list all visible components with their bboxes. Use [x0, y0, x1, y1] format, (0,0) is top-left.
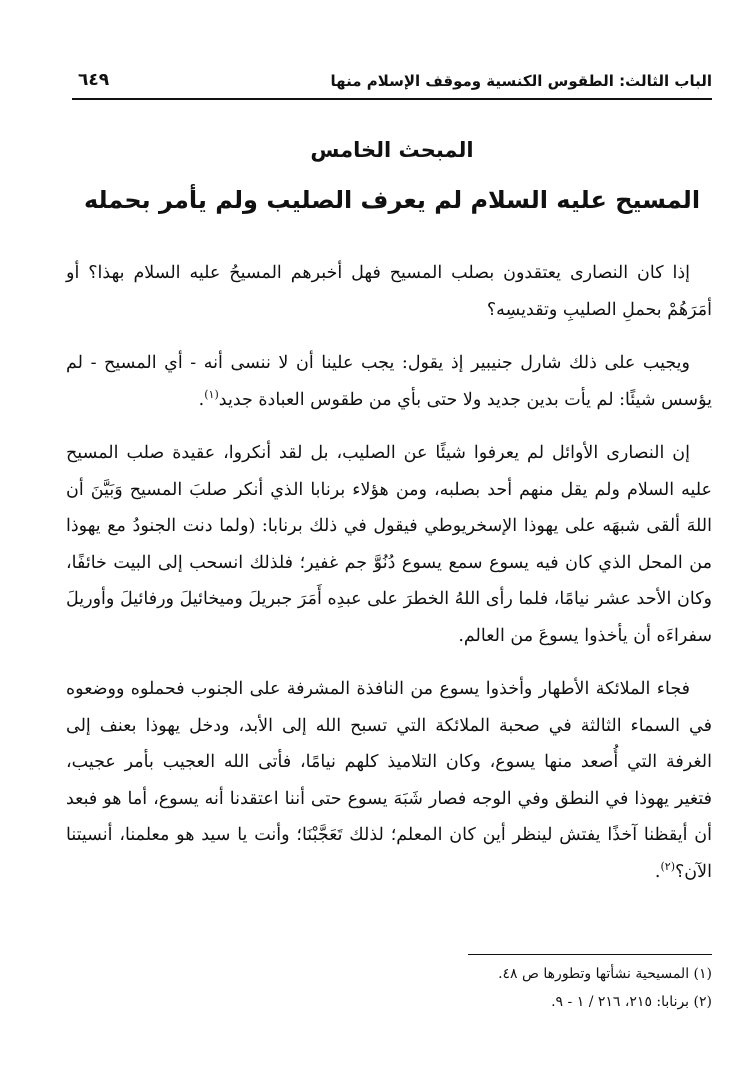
- paragraph-2: ويجيب على ذلك شارل جنيبير إذ يقول: يجب علينا أن لا ننسى أنه - أي المسيح - لم يؤسس شيئًا: لم يأت بدين جديد ولا حتى بأي من طقوس العبادة جديد$^{(١)}$.: [66, 353, 712, 410]
- footnote-ref-2[interactable]: (٢): [660, 859, 676, 873]
- footnote-divider: [468, 954, 712, 955]
- paragraph-4: فجاء الملائكة الأطهار وأخذوا يسوع من النافذة المشرفة على الجنوب فحملوه ووضعوه في السماء الثالثة في صحبة الملائكة التي تسبح الله إلى الأبد، ودخل يهوذا بعنف إلى الغرفة التي أُصعد منها يسوع، وكان التلاميذ كلهم نيامًا، فأتى الله العجيب بأمر عجيب، فتغير يهوذا في النطق وفي الوجه فصار شَبَهَ يسوع حتى أننا اعتقدنا أنه يسوع، أما هو فبعد أن أيقظنا آخذًا يفتش لينظر أين كان المعلم؛ لذلك تَعَجَّبْنَا؛ وأنت يا سيد هو معلمنا، أنسيتنا الآن؟$^{(٢)}$.: [66, 679, 712, 882]
- footnotes: [72, 960, 712, 1016]
- footnote-1: (١) المسيحية نشأتها وتطورها ص ٤٨.: [498, 966, 712, 982]
- section-label: المبحث الخامس: [310, 138, 474, 162]
- running-title: الباب الثالث: الطقوس الكنسية وموقف الإسلام منها: [330, 72, 712, 90]
- paragraph-1: إذا كان النصارى يعتقدون بصلب المسيح فهل أخبرهم المسيحُ عليه السلام بهذا؟ أو أمَرَهُمْ بحملِ الصليبِ وتقديسِه؟: [66, 263, 712, 320]
- footnote-2: (٢) برنابا: ٢١٥، ٢١٦ / ١ - ٩.: [551, 994, 712, 1010]
- paragraph-3: إن النصارى الأوائل لم يعرفوا شيئًا عن الصليب، بل لقد أنكروا، عقيدة صلب المسيح عليه السلام ولم يقل منهم أحد بصلبه، ومن هؤلاء برنابا الذي أنكر صلبَ المسيح وَبَيَّنَ أن اللهَ ألقى شبهَه على يهوذا الإسخريوطي فيقول في ذلك برنابا: (ولما دنت الجنودُ مع يهوذا من المحل الذي كان فيه يسوع سمع يسوع دُنُوَّ جم غفير؛ فلذلك انسحب إلى البيت خائفًا، وكان الأحد عشر نيامًا، فلما رأى اللهُ الخطرَ على عبدِه أَمَرَ جبريلَ وميخائيلَ ورفائيلَ وأوريلَ سفراءَه أن يأخذوا يسوعَ من العالم.: [66, 443, 712, 646]
- header-rule: [72, 98, 712, 100]
- page-number: ٦٤٩: [78, 70, 110, 90]
- footnote-ref-1[interactable]: (١): [204, 387, 219, 401]
- main-title: المسيح عليه السلام لم يعرف الصليب ولم يأمر بحمله: [83, 186, 701, 214]
- body-text: [66, 255, 712, 907]
- page-header: [72, 70, 712, 104]
